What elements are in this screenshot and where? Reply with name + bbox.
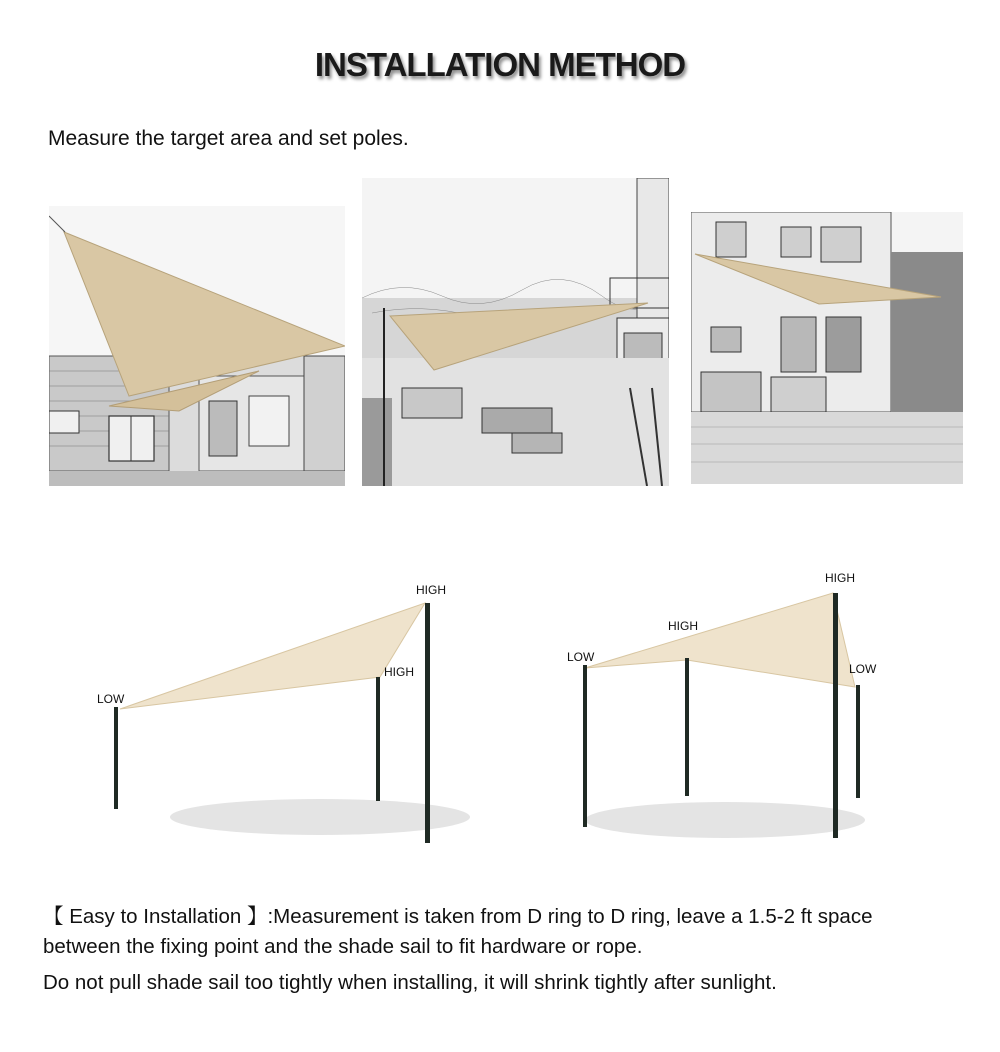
pole-high-2 <box>833 593 838 838</box>
label-low-left: LOW <box>97 692 125 706</box>
pole-high-short <box>376 677 380 801</box>
intro-text: Measure the target area and set poles. <box>48 127 409 150</box>
pole-low-1 <box>583 665 587 827</box>
photo-backyard <box>362 178 669 486</box>
pole-low-2 <box>856 685 860 798</box>
label-high-left-tall: HIGH <box>416 583 446 597</box>
label-high-right-mid: HIGH <box>668 619 698 633</box>
pole-high-tall <box>425 603 430 843</box>
footer-line-1: 【 Easy to Installation 】:Measurement is taken from D ring to D ring, leave a 1.5-2 ft space <box>43 905 873 928</box>
photo-patio <box>691 212 963 484</box>
footer-line-2: between the fixing point and the shade sail to fit hardware or rope. <box>43 935 643 958</box>
label-high-left-short: HIGH <box>384 665 414 679</box>
footer-line-3: Do not pull shade sail too tightly when installing, it will shrink tightly after sunlight. <box>43 971 777 994</box>
pole-high-1 <box>685 658 689 796</box>
label-low-right-left: LOW <box>567 650 595 664</box>
label-low-right-right: LOW <box>849 662 877 676</box>
photo-house-front <box>49 206 345 486</box>
label-high-right-tall: HIGH <box>825 571 855 585</box>
page-title: INSTALLATION METHOD <box>314 46 686 83</box>
diagram-three-point <box>90 575 470 855</box>
pole-low <box>114 707 118 809</box>
diagram-four-point <box>565 565 885 855</box>
